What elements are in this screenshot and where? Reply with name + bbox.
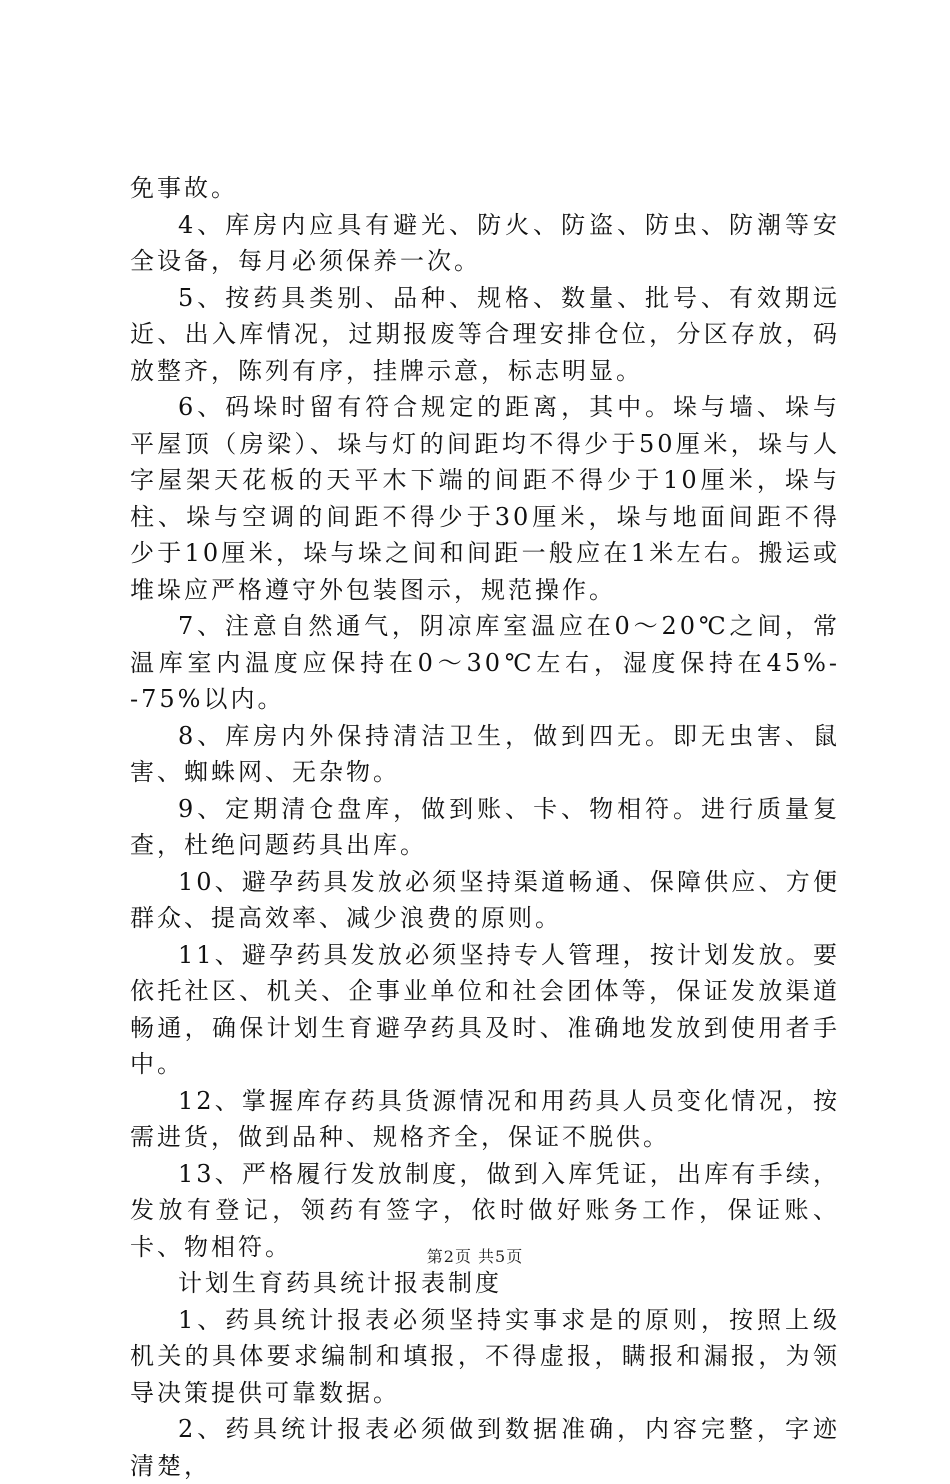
paragraph: 12、掌握库存药具货源情况和用药具人员变化情况，按需进货，做到品种、规格齐全，保证不脱供。 — [130, 1086, 840, 1151]
paragraph: 13、严格履行发放制度，做到入库凭证，出库有手续，发放有登记，领药有签字，依时做好账务工作，保证账、卡、物相符。 — [130, 1159, 840, 1261]
document-body — [130, 170, 840, 1484]
paragraph: 9、定期清仓盘库，做到账、卡、物相符。进行质量复查，杜绝问题药具出库。 — [130, 794, 840, 859]
paragraph: 2、药具统计报表必须做到数据准确，内容完整，字迹清楚， — [130, 1415, 840, 1480]
page-footer: 第2页 共5页 — [426, 1247, 524, 1266]
paragraph: 1、药具统计报表必须坚持实事求是的原则，按照上级机关的具体要求编制和填报，不得虚报，瞒报和漏报，为领导决策提供可靠数据。 — [130, 1305, 840, 1407]
paragraph: 免事故。 — [130, 174, 238, 202]
paragraph: 11、避孕药具发放必须坚持专人管理，按计划发放。要依托社区、机关、企事业单位和社会团体等，保证发放渠道畅通，确保计划生育避孕药具及时、准确地发放到使用者手中。 — [130, 940, 840, 1078]
paragraph: 5、按药具类别、品种、规格、数量、批号、有效期远近、出入库情况，过期报废等合理安排仓位，分区存放，码放整齐，陈列有序，挂牌示意，标志明显。 — [130, 283, 840, 385]
paragraph: 10、避孕药具发放必须坚持渠道畅通、保障供应、方便群众、提高效率、减少浪费的原则。 — [130, 867, 840, 932]
paragraph: 8、库房内外保持清洁卫生，做到四无。即无虫害、鼠害、蜘蛛网、无杂物。 — [130, 721, 840, 786]
paragraph: 6、码垛时留有符合规定的距离，其中。垛与墙、垛与平屋顶（房梁）、垛与灯的间距均不得少于50厘米，垛与人字屋架天花板的天平木下端的间距不得少于10厘米，垛与柱、垛与空调的间距不得少于30厘米，垛与地面间距不得少于10厘米，垛与垛之间和间距一般应在1米左右。搬运或堆垛应严格遵守外包装图示，规范操作。 — [130, 393, 840, 604]
paragraph: 计划生育药具统计报表制度 — [178, 1269, 502, 1297]
paragraph: 4、库房内应具有避光、防火、防盗、防虫、防潮等安全设备，每月必须保养一次。 — [130, 210, 840, 275]
paragraph: 7、注意自然通气，阴凉库室温应在0～20℃之间，常温库室内温度应保持在0～30℃左右，湿度保持在45%--75%以内。 — [130, 612, 840, 713]
